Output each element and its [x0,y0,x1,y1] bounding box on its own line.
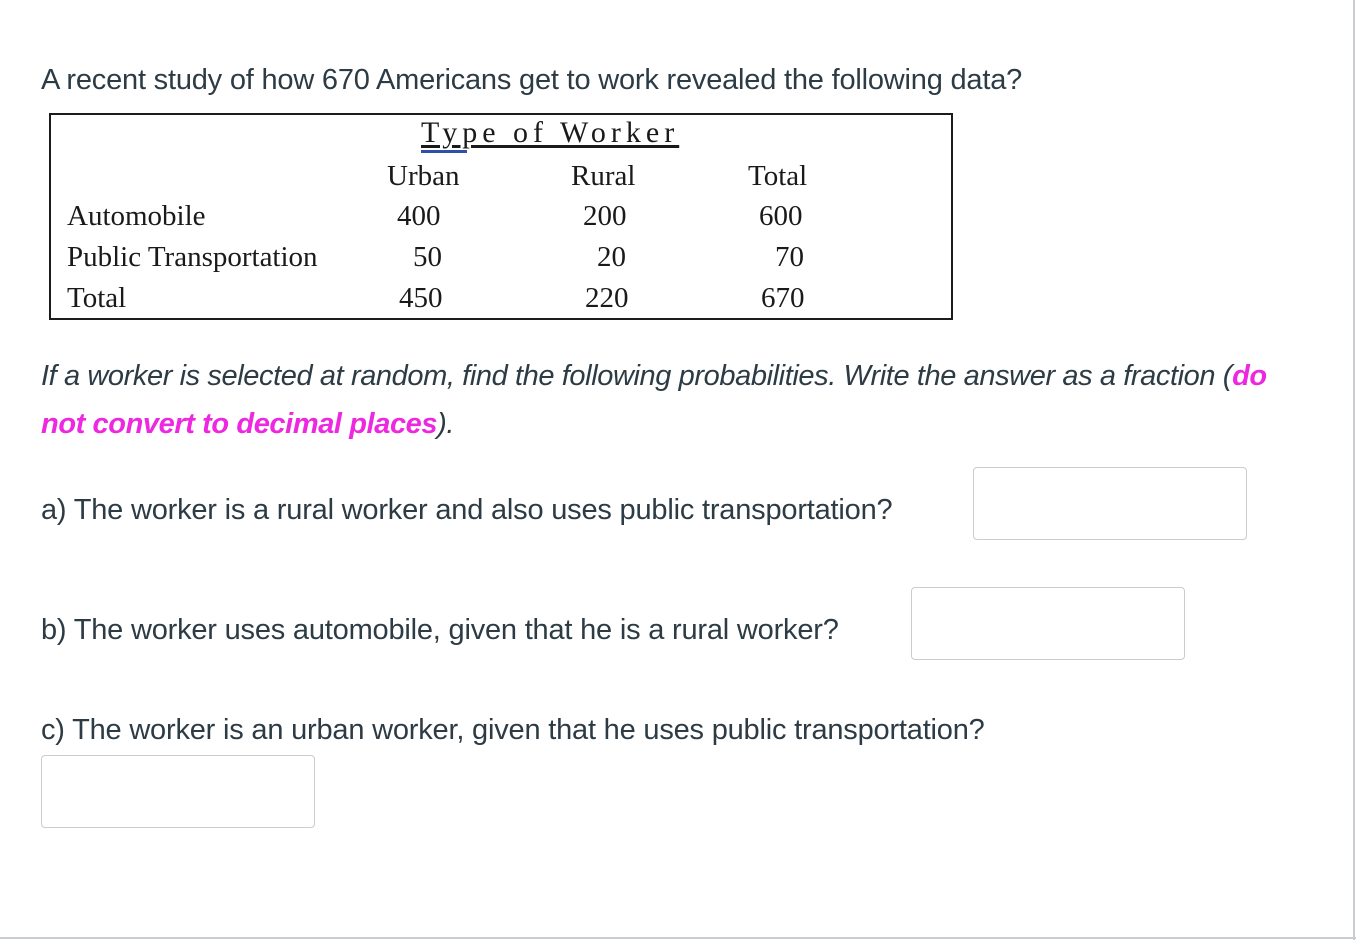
table-header-rural: Rural [571,160,636,192]
table-cell: 450 [399,282,443,314]
data-table [49,113,953,320]
table-header-urban: Urban [387,160,460,192]
question-instructions [41,352,1311,448]
table-cell: 670 [761,282,805,314]
instructions-text: If a worker is selected at random, find the following probabilities. Write the answer as a fraction ( [41,360,1233,392]
table-cell: 50 [413,241,442,273]
part-a-text: a) The worker is a rural worker and also uses public transportation? [41,494,893,526]
table-header-total: Total [748,160,808,192]
table-title: Type of Worker [421,116,680,149]
part-c-text: c) The worker is an urban worker, given that he uses public transportation? [41,714,985,746]
instructions-text-end: ). [437,408,455,440]
page-right-border [1353,0,1355,940]
part-a-answer-input[interactable] [973,467,1247,540]
part-b-text: b) The worker uses automobile, given that he is a rural worker? [41,614,839,646]
table-cell: 20 [597,241,626,273]
table-cell: 400 [397,200,441,232]
table-cell: 70 [775,241,804,273]
table-row-label: Public Transportation [67,241,318,273]
table-cell: 600 [759,200,803,232]
instructions-highlight: do not convert to decimal places [41,360,1267,440]
part-c-answer-input[interactable] [41,755,315,828]
table-cell: 200 [583,200,627,232]
question-intro: A recent study of how 670 Americans get to work revealed the following data? [41,64,1023,96]
table-row-label: Automobile [67,200,206,232]
page-bottom-border [0,937,1356,939]
table-cell: 220 [585,282,629,314]
title-accent-mark [421,150,467,153]
table-row-label: Total [67,282,127,314]
part-b-answer-input[interactable] [911,587,1185,660]
